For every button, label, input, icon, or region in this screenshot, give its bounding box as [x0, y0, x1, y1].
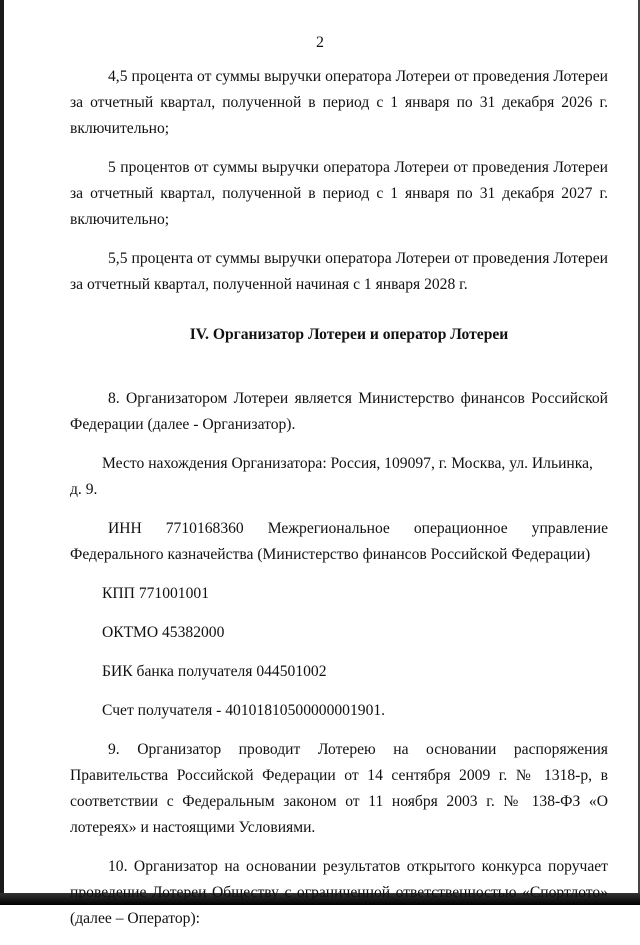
paragraph-8-organizer: 8. Организатором Лотереи является Министерство финансов Российской Федерации (далее - Организатор). — [70, 390, 608, 433]
paragraph-10-operator: 10. Организатор на основании результатов открытого конкурса поручает проведение Лотереи Обществу с ограниченной ответственностью «Спортлото» (далее – Оператор): — [70, 858, 608, 927]
organizer-oktmo: ОКТМО 45382000 — [102, 624, 225, 641]
organizer-inn: ИНН 7710168360 Межрегиональное операционное управление Федерального казначейства (Министерство финансов Российской Федерации) — [70, 520, 608, 563]
document-body — [70, 64, 608, 945]
scan-edge-left — [0, 0, 4, 905]
paragraph-rate-2027: 5 процентов от суммы выручки оператора Лотереи от проведения Лотереи за отчетный квартал, полученной в период с 1 января по 31 декабря 2027 г. включительно; — [70, 159, 608, 228]
organizer-account: Счет получателя - 40101810500000001901. — [102, 702, 386, 719]
organizer-location: Место нахождения Организатора: Россия, 109097, г. Москва, ул. Ильинка, д. 9. — [70, 455, 593, 498]
organizer-kpp: КПП 771001001 — [102, 585, 209, 602]
page-number: 2 — [316, 34, 324, 51]
paragraph-rate-2026: 4,5 процента от суммы выручки оператора Лотереи от проведения Лотереи за отчетный квартал, полученной в период с 1 января по 31 декабря 2026 г. включительно; — [70, 68, 608, 137]
organizer-bik: БИК банка получателя 044501002 — [102, 663, 327, 680]
section-heading: IV. Организатор Лотереи и оператор Лотереи — [189, 326, 509, 343]
paragraph-rate-2028: 5,5 процента от суммы выручки оператора Лотереи от проведения Лотереи за отчетный квартал, полученной начиная с 1 января 2028 г. — [70, 250, 608, 293]
paragraph-9-basis: 9. Организатор проводит Лотерею на основании распоряжения Правительства Российской Федерации от 14 сентября 2009 г. № 1318-р, в соответствии с Федеральным законом от 11 ноября 2003 г. № 138-ФЗ «О лотереях» и настоящими Условиями. — [70, 741, 608, 836]
